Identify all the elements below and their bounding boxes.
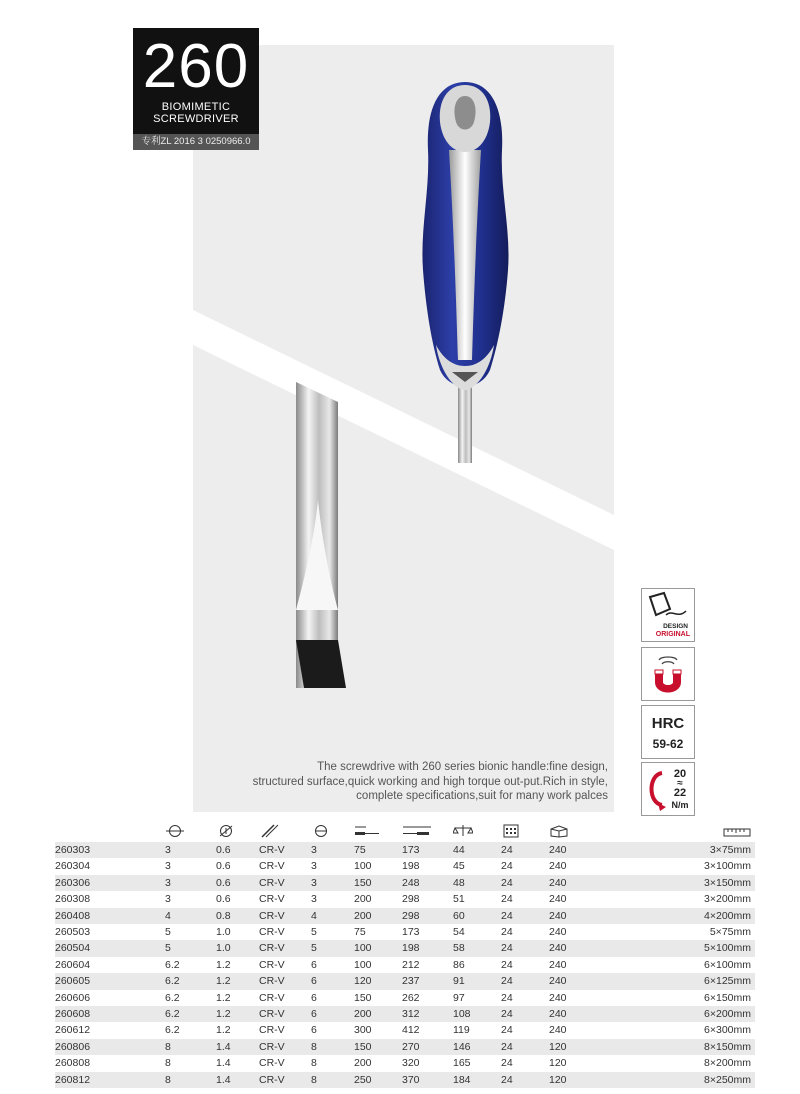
tip-thickness-cell: 1.4	[216, 1072, 259, 1088]
svg-text:ORIGINAL: ORIGINAL	[655, 631, 690, 638]
material-cell: CR-V	[259, 875, 311, 891]
shank-diameter-cell: 5	[311, 926, 317, 939]
carton-qty-cell: 120	[549, 1039, 629, 1055]
model-number-cell: 260308	[55, 893, 91, 906]
tip-thickness-cell: 1.2	[216, 1006, 259, 1022]
model-number-cell: 260605	[55, 973, 165, 989]
material-icon	[259, 820, 311, 842]
tip-width-cell: 6.2	[165, 973, 216, 989]
tip-width-cell: 6.2	[165, 1024, 180, 1037]
shank-diameter-cell: 6	[311, 958, 317, 971]
overall-length-cell: 262	[402, 991, 420, 1004]
weight-cell: 45	[453, 860, 465, 873]
size-cell: 8×250mm	[629, 1072, 755, 1088]
table-row	[55, 1072, 755, 1088]
inner-pack-cell: 24	[501, 842, 549, 858]
blade-length-cell: 75	[354, 926, 366, 939]
tip-width-cell: 5	[165, 926, 171, 939]
inner-pack-cell: 24	[501, 875, 549, 891]
material-cell: CR-V	[259, 1072, 311, 1088]
table-row	[55, 875, 755, 891]
inner-pack-cell: 24	[501, 1039, 549, 1055]
tip-width-cell: 4	[165, 908, 216, 924]
weight-cell: 91	[453, 973, 501, 989]
carton-qty-cell: 240	[549, 908, 629, 924]
overall-length-cell: 173	[402, 842, 453, 858]
table-row	[55, 990, 755, 1006]
blade-length-cell: 100	[354, 860, 372, 873]
shank-diameter-cell: 6	[311, 1024, 317, 1037]
model-number-cell: 260812	[55, 1072, 165, 1088]
carton-icon	[549, 820, 629, 842]
shank-diameter-cell: 6	[311, 973, 354, 989]
overall-length-cell: 173	[402, 926, 420, 939]
size-cell: 3×150mm	[629, 875, 755, 891]
slot-tip-width-icon	[165, 820, 216, 842]
inner-pack-cell: 24	[501, 926, 513, 939]
inner-pack-cell: 24	[501, 958, 513, 971]
table-row	[55, 1022, 755, 1038]
blade-length-cell: 200	[354, 1057, 372, 1070]
tip-thickness-cell: 1.2	[216, 973, 259, 989]
shank-diameter-cell: 3	[311, 893, 317, 906]
size-cell: 5×75mm	[709, 926, 751, 939]
overall-length-cell: 237	[402, 973, 453, 989]
blade-length-cell: 150	[354, 1039, 402, 1055]
overall-length-cell: 320	[402, 1057, 420, 1070]
blade-length-icon	[354, 820, 402, 842]
tip-thickness-cell: 0.6	[216, 893, 231, 906]
weight-cell: 97	[453, 991, 465, 1004]
overall-length-cell: 270	[402, 1039, 453, 1055]
carton-qty-cell: 240	[549, 842, 629, 858]
patent-number: 专利ZL 2016 3 0250966.0	[133, 134, 259, 150]
shank-diameter-cell: 5	[311, 940, 354, 956]
hrc-cert	[641, 705, 695, 759]
overall-length-cell: 412	[402, 1024, 420, 1037]
table-row	[55, 940, 755, 956]
magnet-icon	[642, 648, 694, 700]
model-number-cell: 260306	[55, 875, 165, 891]
carton-qty-cell: 240	[549, 940, 629, 956]
inner-pack-cell: 24	[501, 940, 549, 956]
svg-text:22: 22	[673, 787, 687, 799]
weight-cell: 119	[453, 1024, 470, 1037]
tip-width-cell: 8	[165, 1057, 171, 1070]
model-number-cell: 260608	[55, 1006, 165, 1022]
weight-cell: 184	[453, 1072, 501, 1088]
tip-width-cell: 6.2	[165, 958, 180, 971]
size-cell: 8×150mm	[629, 1039, 755, 1055]
tip-width-cell: 3	[165, 860, 171, 873]
table-row	[55, 924, 755, 940]
tip-thickness-cell: 1.0	[216, 940, 259, 956]
material-cell: CR-V	[259, 893, 285, 906]
product-description: The screwdrive with 260 series bionic handle:fine design, structured surface,quick working and high torque out-put.Rich in style, complete specifications,suit for many work palces	[252, 761, 608, 802]
slot-tip-thickness-icon	[216, 820, 259, 842]
table-row	[55, 842, 755, 858]
weight-cell: 58	[453, 940, 501, 956]
size-cell: 5×100mm	[629, 940, 755, 956]
weight-cell: 86	[453, 958, 465, 971]
shank-diameter-cell: 6	[311, 1006, 354, 1022]
spec-table-body	[55, 842, 755, 1088]
material-cell: CR-V	[259, 991, 285, 1004]
overall-length-cell: 312	[402, 1006, 453, 1022]
tip-thickness-cell: 1.4	[216, 1039, 259, 1055]
blade-length-cell: 100	[354, 958, 372, 971]
table-row	[55, 858, 755, 874]
tip-width-cell: 8	[165, 1072, 216, 1088]
table-row	[55, 973, 755, 989]
weight-cell: 48	[453, 875, 501, 891]
carton-qty-cell: 240	[549, 1024, 567, 1037]
material-cell: CR-V	[259, 958, 285, 971]
table-row	[55, 1006, 755, 1022]
torque-arrow-icon	[652, 773, 663, 805]
carton-qty-cell: 120	[549, 1072, 629, 1088]
tip-thickness-cell: 1.2	[216, 1024, 231, 1037]
inner-pack-cell: 24	[501, 1057, 513, 1070]
size-cell: 6×125mm	[629, 973, 755, 989]
blade-length-cell: 300	[354, 1024, 372, 1037]
series-badge	[133, 28, 259, 150]
size-cell: 3×75mm	[629, 842, 755, 858]
overall-length-cell: 198	[402, 940, 453, 956]
overall-length-cell: 298	[402, 908, 453, 924]
weight-cell: 44	[453, 842, 501, 858]
shank-diameter-icon	[311, 820, 354, 842]
blade-closeup	[296, 382, 346, 688]
blade-length-cell: 250	[354, 1072, 402, 1088]
tip-width-cell: 3	[165, 893, 171, 906]
material-cell: CR-V	[259, 1006, 311, 1022]
shank-diameter-cell: 8	[311, 1039, 354, 1055]
shank-diameter-cell: 3	[311, 860, 317, 873]
model-header	[55, 820, 165, 842]
overall-length-cell: 248	[402, 875, 453, 891]
screwdriver-handle	[422, 82, 508, 390]
diagonal-band	[193, 310, 614, 550]
blade-length-cell: 200	[354, 1006, 402, 1022]
size-cell: 6×300mm	[704, 1024, 751, 1037]
material-cell: CR-V	[259, 1039, 311, 1055]
carton-qty-cell: 240	[549, 991, 567, 1004]
model-number-cell: 260504	[55, 940, 165, 956]
svg-text:20: 20	[673, 768, 687, 780]
carton-qty-cell: 240	[549, 973, 629, 989]
tip-thickness-cell: 0.6	[216, 875, 259, 891]
weight-cell: 108	[453, 1006, 501, 1022]
inner-pack-cell: 24	[501, 893, 513, 906]
size-cell: 3×100mm	[704, 860, 751, 873]
model-number-cell: 260606	[55, 991, 91, 1004]
svg-text:59-62: 59-62	[652, 737, 684, 751]
tip-width-cell: 3	[165, 875, 216, 891]
inner-pack-cell: 24	[501, 908, 549, 924]
weight-cell: 146	[453, 1039, 501, 1055]
table-row	[55, 1055, 755, 1071]
blade-length-cell: 200	[354, 893, 372, 906]
shank-diameter-cell: 8	[311, 1057, 317, 1070]
dimension-icon	[629, 820, 755, 842]
overall-length-icon	[402, 820, 453, 842]
inner-pack-cell: 24	[501, 1072, 549, 1088]
overall-length-cell: 212	[402, 958, 420, 971]
inner-pack-cell: 24	[501, 991, 513, 1004]
inner-pack-cell: 24	[501, 860, 513, 873]
model-number-cell: 260304	[55, 860, 91, 873]
tip-width-cell: 3	[165, 842, 216, 858]
pen-icon	[650, 593, 670, 615]
overall-length-cell: 370	[402, 1072, 453, 1088]
carton-qty-cell: 240	[549, 926, 567, 939]
inner-pack-icon	[501, 820, 549, 842]
tip-width-cell: 8	[165, 1039, 216, 1055]
size-cell: 6×150mm	[704, 991, 751, 1004]
shank-diameter-cell: 6	[311, 991, 317, 1004]
carton-qty-cell: 240	[549, 1006, 629, 1022]
torque-cert	[641, 762, 695, 816]
blade-length-cell: 120	[354, 973, 402, 989]
svg-text:DESIGN: DESIGN	[663, 623, 688, 630]
tip-thickness-cell: 1.4	[216, 1057, 231, 1070]
series-number: 260	[142, 32, 250, 101]
shank-diameter-cell: 8	[311, 1072, 354, 1088]
carton-qty-cell: 240	[549, 893, 567, 906]
blade-length-cell: 75	[354, 842, 402, 858]
spec-table	[55, 820, 755, 1088]
shank-diameter-cell: 3	[311, 842, 354, 858]
blade-length-cell: 150	[354, 875, 402, 891]
size-cell: 6×100mm	[704, 958, 751, 971]
overall-length-cell: 198	[402, 860, 420, 873]
svg-text:≈: ≈	[677, 778, 683, 789]
table-row	[55, 891, 755, 907]
weight-cell: 60	[453, 908, 501, 924]
material-cell: CR-V	[259, 860, 285, 873]
carton-qty-cell: 240	[549, 860, 567, 873]
svg-text:HRC: HRC	[651, 715, 685, 732]
carton-qty-cell: 120	[549, 1057, 567, 1070]
blade-length-cell: 100	[354, 940, 402, 956]
inner-pack-cell: 24	[501, 973, 549, 989]
size-cell: 6×200mm	[629, 1006, 755, 1022]
blade-length-cell: 150	[354, 991, 372, 1004]
weight-icon	[453, 820, 501, 842]
blade-length-cell: 200	[354, 908, 402, 924]
tip-thickness-cell: 0.6	[216, 842, 259, 858]
table-row	[55, 1039, 755, 1055]
tip-thickness-cell: 0.8	[216, 908, 259, 924]
inner-pack-cell: 24	[501, 1006, 549, 1022]
tip-width-cell: 6.2	[165, 991, 180, 1004]
table-header-row	[55, 820, 755, 842]
model-number-cell: 260612	[55, 1024, 91, 1037]
weight-cell: 51	[453, 893, 465, 906]
tip-width-cell: 5	[165, 940, 216, 956]
model-number-cell: 260503	[55, 926, 91, 939]
svg-text:N/m: N/m	[671, 800, 689, 810]
table-row	[55, 908, 755, 924]
model-number-cell: 260303	[55, 842, 165, 858]
design-original-cert	[641, 588, 695, 642]
material-cell: CR-V	[259, 926, 285, 939]
model-number-cell: 260604	[55, 958, 91, 971]
size-cell: 3×200mm	[704, 893, 751, 906]
table-row	[55, 957, 755, 973]
inner-pack-cell: 24	[501, 1024, 513, 1037]
series-title: BIOMIMETIC SCREWDRIVER	[153, 101, 239, 125]
size-cell: 8×200mm	[704, 1057, 751, 1070]
shank-diameter-cell: 3	[311, 875, 354, 891]
model-number-cell: 260806	[55, 1039, 165, 1055]
weight-cell: 165	[453, 1057, 471, 1070]
material-cell: CR-V	[259, 1024, 285, 1037]
model-number-cell: 260408	[55, 908, 165, 924]
material-cell: CR-V	[259, 973, 311, 989]
tip-width-cell: 6.2	[165, 1006, 216, 1022]
magnetic-cert	[641, 647, 695, 701]
material-cell: CR-V	[259, 908, 311, 924]
size-cell: 4×200mm	[629, 908, 755, 924]
carton-qty-cell: 240	[549, 875, 629, 891]
carton-qty-cell: 240	[549, 958, 567, 971]
material-cell: CR-V	[259, 842, 311, 858]
tip-thickness-cell: 0.6	[216, 860, 231, 873]
material-cell: CR-V	[259, 1057, 285, 1070]
tip-thickness-cell: 1.0	[216, 926, 231, 939]
shank-diameter-cell: 4	[311, 908, 354, 924]
overall-length-cell: 298	[402, 893, 420, 906]
material-cell: CR-V	[259, 940, 311, 956]
tip-thickness-cell: 1.2	[216, 991, 231, 1004]
model-number-cell: 260808	[55, 1057, 91, 1070]
weight-cell: 54	[453, 926, 465, 939]
tip-thickness-cell: 1.2	[216, 958, 231, 971]
